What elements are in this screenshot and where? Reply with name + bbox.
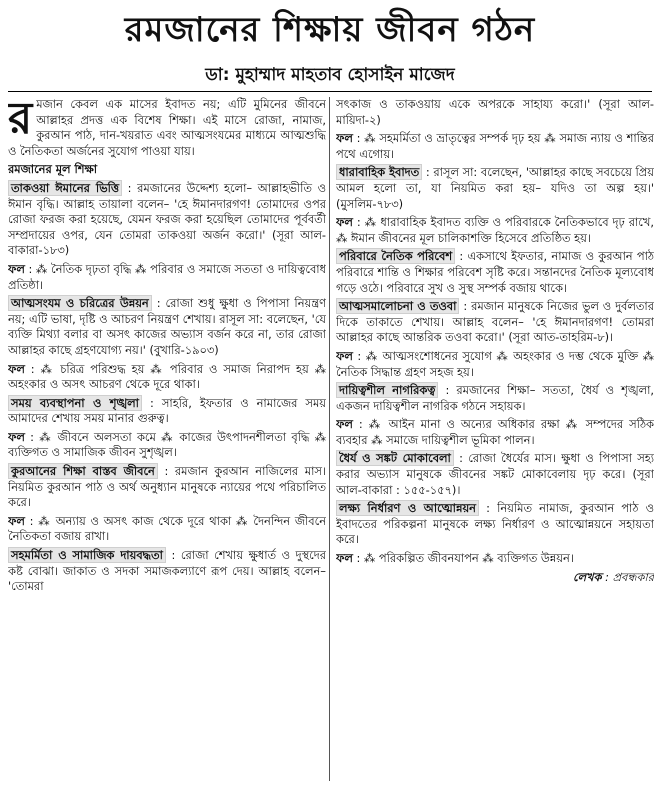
section-goal-setting	[336, 501, 654, 548]
section-heading: লক্ষ্য নির্ধারণ ও আত্মোন্নয়ন	[336, 500, 479, 516]
section-heading: পরিবারে নৈতিক পরিবেশ	[336, 248, 455, 264]
section-body: : রোজা ধৈর্যের মাস। ক্ষুধা ও পিপাসা সহ্য করার অভ্যাস মানুষকে জীবনের সঙ্কট মোকাবেলায় দৃঢ় করে। (সূরা আল-বাকারা : ১৫৫-১৫৭)।	[336, 451, 654, 497]
section-body: : একসাথে ইফতার, নামাজ ও কুরআন পাঠ পরিবারে শান্তি ও শিক্ষার পরিবেশ সৃষ্টি করে। সন্তানদের নৈতিক মূল্যবোধ গড়ে ওঠে। পরিবারে সুখ ও সুস্থ সম্পর্ক বজায় থাকে।	[336, 249, 654, 295]
result-text: : ⁂ চরিত্র পরিশুদ্ধ হয় ⁂ পরিবার ও সমাজ নিরাপদ হয় ⁂ অহংকার ও অসৎ আচরণ থেকে দূরে থাকা।	[8, 361, 326, 392]
section-heading: সহমর্মিতা ও সামাজিক দায়বদ্ধতা	[8, 547, 166, 563]
section-result	[336, 131, 654, 162]
section-empathy	[8, 548, 326, 595]
article-column-right	[336, 97, 654, 781]
result-label: ফল	[336, 417, 353, 432]
header-rule	[8, 91, 652, 92]
result-text: : ⁂ পরিকল্পিত জীবনযাপন ⁂ ব্যক্তিগত উন্নয়ন।	[356, 551, 574, 566]
article-byline: ডা: মুহাম্মাদ মাহতাব হোসাইন মাজেদ	[205, 65, 455, 85]
section-body: : রমজান কুরআন নাজিলের মাস। নিয়মিত কুরআন পাঠ ও অর্থ অনুধ্যান মানুষকে ন্যায়ের পথে পরিচালিত করে।	[8, 464, 326, 510]
section-result	[8, 514, 326, 545]
result-label: ফল	[8, 261, 25, 276]
section-family-environment	[336, 249, 654, 296]
section-result	[8, 362, 326, 393]
section-heading: ধারাবাহিক ইবাদত	[336, 164, 422, 180]
section-body: : রোজা শুধু ক্ষুধা ও পিপাসা নিয়ন্ত্রণ নয়; এটি ভাষা, দৃষ্টি ও আচরণ নিয়ন্ত্রণ শেখায়। রাসূল সা: বলেছেন, 'যে ব্যক্তি মিথ্যা বলার বা অসৎ কাজের অভ্যাস বর্জন করে না, তার রোজা আল্লাহর কাছে গ্রহণযোগ্য নয়।' (বুখারি-১৯০৩)	[8, 296, 326, 357]
result-text: : ⁂ আইন মানা ও অন্যের অধিকার রক্ষা ⁂ সম্পদের সঠিক ব্যবহার ⁂ সমাজে দায়িত্বশীল ভূমিকা পালন।	[336, 417, 654, 447]
continuation-paragraph: সৎকাজ ও তাকওয়ায় একে অপরকে সাহায্য করো।' (সূরা আল-মায়িদা-২)	[336, 97, 654, 127]
writer-credit	[336, 570, 654, 586]
section-body: : সাহরি, ইফতার ও নামাজের সময় আমাদের শেখায় সময় মানার গুরুত্ব।	[8, 395, 326, 426]
section-citizenship	[336, 383, 654, 414]
section-result	[336, 215, 654, 246]
result-label: ফল	[336, 215, 353, 230]
section-body: : রমজান মানুষকে নিজের ভুল ও দুর্বলতার দিকে তাকাতে শেখায়। আল্লাহ বলেন– 'হে ঈমানদারগণ! তোমরা আল্লাহর কাছে আন্তরিক তওবা করো।' (সূরা আত-তাহরিম-৮)।	[336, 299, 654, 345]
column-divider	[329, 97, 330, 781]
article-title: রমজানের শিক্ষায় জীবন গঠন	[124, 10, 536, 50]
result-label: ফল	[336, 131, 353, 146]
result-text: : ⁂ আত্মসংশোধনের সুযোগ ⁂ অহংকার ও দম্ভ থেকে মুক্তি ⁂ নৈতিক সিদ্ধান্ত গ্রহণ সহজ হয়।	[336, 348, 654, 379]
section-quran	[8, 464, 326, 511]
section-heading: সময় ব্যবস্থাপনা ও শৃঙ্খলা	[8, 395, 142, 411]
section-heading: তাকওয়া ঈমানের ভিত্তি	[8, 180, 122, 196]
drop-cap: র	[8, 97, 33, 144]
section-heading: আত্মসংযম ও চরিত্রের উন্নয়ন	[8, 295, 152, 311]
section-regular-worship	[336, 165, 654, 212]
section-self-control	[8, 296, 326, 358]
intro-text: মজান কেবল এক মাসের ইবাদত নয়; এটি মুমিনের জীবনে আল্লাহর প্রদত্ত এক বিশেষ শিক্ষা। এই মাসে রোজা, নামাজ, কুরআন পাঠ, দান-খয়রাত এবং আত্মসংযমের মাধ্যমে আত্মশুদ্ধি ও নৈতিকতা অর্জনের সুযোগ পাওয়া যায়।	[8, 97, 326, 158]
section-body: : রাসূল সা: বলেছেন, 'আল্লাহর কাছে সবচেয়ে প্রিয় আমল হলো তা, যা নিয়মিত করা হয়– যদিও তা অল্প হয়।' (মুসলিম-৭৮৩)	[336, 165, 654, 211]
writer-role: : প্রবন্ধকার	[605, 569, 654, 584]
result-text: : ⁂ জীবনে অলসতা কমে ⁂ কাজের উৎপাদনশীলতা বৃদ্ধি ⁂ ব্যক্তিগত ও সামাজিক জীবন সুশৃঙ্খল।	[8, 429, 326, 460]
section-self-criticism	[336, 299, 654, 346]
result-label: ফল	[336, 348, 353, 363]
section-result	[8, 262, 326, 293]
section-heading: আত্মসমালোচনা ও তওবা	[336, 298, 459, 314]
section-body: : রমজানের উদ্দেশ্য হলো– আল্লাহভীতি ও ঈমান বৃদ্ধি। আল্লাহ তায়ালা বলেন– 'হে ঈমানদারগণ! তোমাদের ওপর রোজা ফরজ করা হয়েছে, যেমন ফরজ করা হয়েছিল তোমাদের পূর্ববর্তী সম্প্রদায়ের ওপর, যেন তোমরা তাকওয়া অর্জন করো।' (সূরা আল-বাকারা-১৮৩)	[8, 180, 326, 258]
section-result	[336, 417, 654, 448]
result-text: : ⁂ ধারাবাহিক ইবাদত ব্যক্তি ও পরিবারকে নৈতিকভাবে দৃঢ় রাখে, ⁂ ঈমান জীবনের মূল চালিকাশক্তি হিসেবে প্রতিষ্ঠিত হয়।	[336, 215, 654, 245]
writer-label: লেখক	[572, 569, 602, 584]
main-heading: রমজানের মূল শিক্ষা	[8, 162, 97, 177]
section-heading: দায়িত্বশীল নাগরিকত্ব	[336, 382, 438, 398]
result-label: ফল	[8, 429, 25, 444]
section-body: : নিয়মিত নামাজ, কুরআন পাঠ ও ইবাদতের পরিকল্পনা মানুষকে লক্ষ্য নির্ধারণ ও আত্মোন্নয়নে সহায়তা করে।	[336, 501, 654, 547]
result-label: ফল	[8, 513, 25, 528]
result-text: : ⁂ সহমর্মিতা ও ভ্রাতৃত্বের সম্পর্ক দৃঢ় হয় ⁂ সমাজ ন্যায় ও শান্তির পথে এগোয়।	[336, 131, 654, 161]
section-result	[336, 551, 654, 567]
section-patience	[336, 451, 654, 498]
result-text: : ⁂ অন্যায় ও অসৎ কাজ থেকে দূরে থাকা ⁂ দৈনন্দিন জীবনে নৈতিকতা বজায় রাখা।	[8, 513, 326, 544]
result-text: : ⁂ নৈতিক দৃঢ়তা বৃদ্ধি ⁂ পরিবার ও সমাজে সততা ও দায়িত্ববোধ প্রতিষ্ঠা।	[8, 261, 326, 292]
intro-paragraph	[8, 97, 326, 159]
section-heading: কুরআনের শিক্ষা বাস্তব জীবনে	[8, 463, 158, 479]
section-heading: ধৈর্য ও সঙ্কট মোকাবেলা	[336, 450, 454, 466]
section-result	[336, 349, 654, 380]
article-column-left	[8, 97, 326, 781]
result-label: ফল	[8, 361, 25, 376]
section-taqwa	[8, 181, 326, 259]
result-label: ফল	[336, 551, 353, 566]
section-body: : রমজানের শিক্ষা– সততা, ধৈর্য ও শৃঙ্খলা, একজন দায়িত্বশীল নাগরিক গঠনে সহায়ক।	[336, 383, 654, 413]
section-result	[8, 430, 326, 461]
section-body: : রোজা শেখায় ক্ষুধার্ত ও দুস্থদের কষ্ট বোঝা। জাকাত ও সদকা সমাজকল্যাণে রূপ দেয়। আল্লাহ বলেন– 'তোমরা	[8, 548, 326, 594]
section-time-management	[8, 396, 326, 427]
